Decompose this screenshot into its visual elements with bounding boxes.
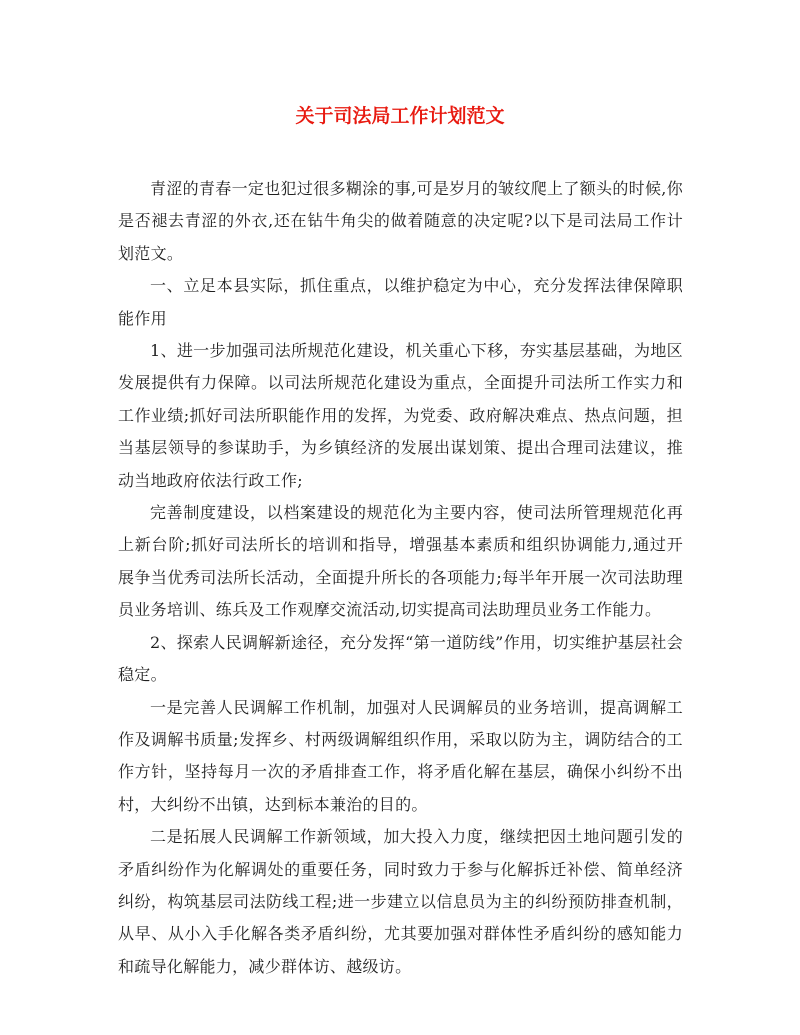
paragraph-item-2: 2、探索人民调解新途径，充分发挥“第一道防线”作用，切实维护基层社会稳定。 <box>118 632 683 685</box>
paragraph-point-one: 一是完善人民调解工作机制，加强对人民调解员的业务培训，提高调解工作及调解书质量;发挥乡、村两级调解组织作用，采取以防为主，调防结合的工作方针，坚持每月一次的矛盾排查工作，将矛盾化解在基层，确保小纠纷不出村，大纠纷不出镇，达到标本兼治的目的。 <box>118 697 683 814</box>
document-body <box>118 173 683 983</box>
document-title: 关于司法局工作计划范文 <box>295 105 505 127</box>
paragraph-intro: 青涩的青春一定也犯过很多糊涂的事,可是岁月的皱纹爬上了额头的时候,你是否褪去青涩的外衣,还在钻牛角尖的做着随意的决定呢?以下是司法局工作计划范文。 <box>118 179 683 263</box>
paragraph-system-building: 完善制度建设，以档案建设的规范化为主要内容，使司法所管理规范化再上新台阶;抓好司法所长的培训和指导，增强基本素质和组织协调能力,通过开展争当优秀司法所长活动，全面提升所长的各项能力;每半年开展一次司法助理员业务培训、练兵及工作观摩交流活动,切实提高司法助理员业务工作能力。 <box>118 503 683 620</box>
paragraph-point-two: 二是拓展人民调解工作新领域，加大投入力度，继续把因土地问题引发的矛盾纠纷作为化解调处的重要任务，同时致力于参与化解拆迁补偿、简单经济纠纷，构筑基层司法防线工程;进一步建立以信息员为主的纠纷预防排查机制，从早、从小入手化解各类矛盾纠纷，尤其要加强对群体性矛盾纠纷的感知能力和疏导化解能力，减少群体访、越级访。 <box>118 827 683 976</box>
paragraph-item-1: 1、进一步加强司法所规范化建设，机关重心下移，夯实基层基础，为地区发展提供有力保障。以司法所规范化建设为重点，全面提升司法所工作实力和工作业绩;抓好司法所职能作用的发挥，为党委、政府解决难点、热点问题，担当基层领导的参谋助手，为乡镇经济的发展出谋划策、提出合理司法建议，推动当地政府依法行政工作; <box>118 341 683 490</box>
paragraph-section-heading: 一、立足本县实际，抓住重点，以维护稳定为中心，充分发挥法律保障职能作用 <box>118 276 683 328</box>
